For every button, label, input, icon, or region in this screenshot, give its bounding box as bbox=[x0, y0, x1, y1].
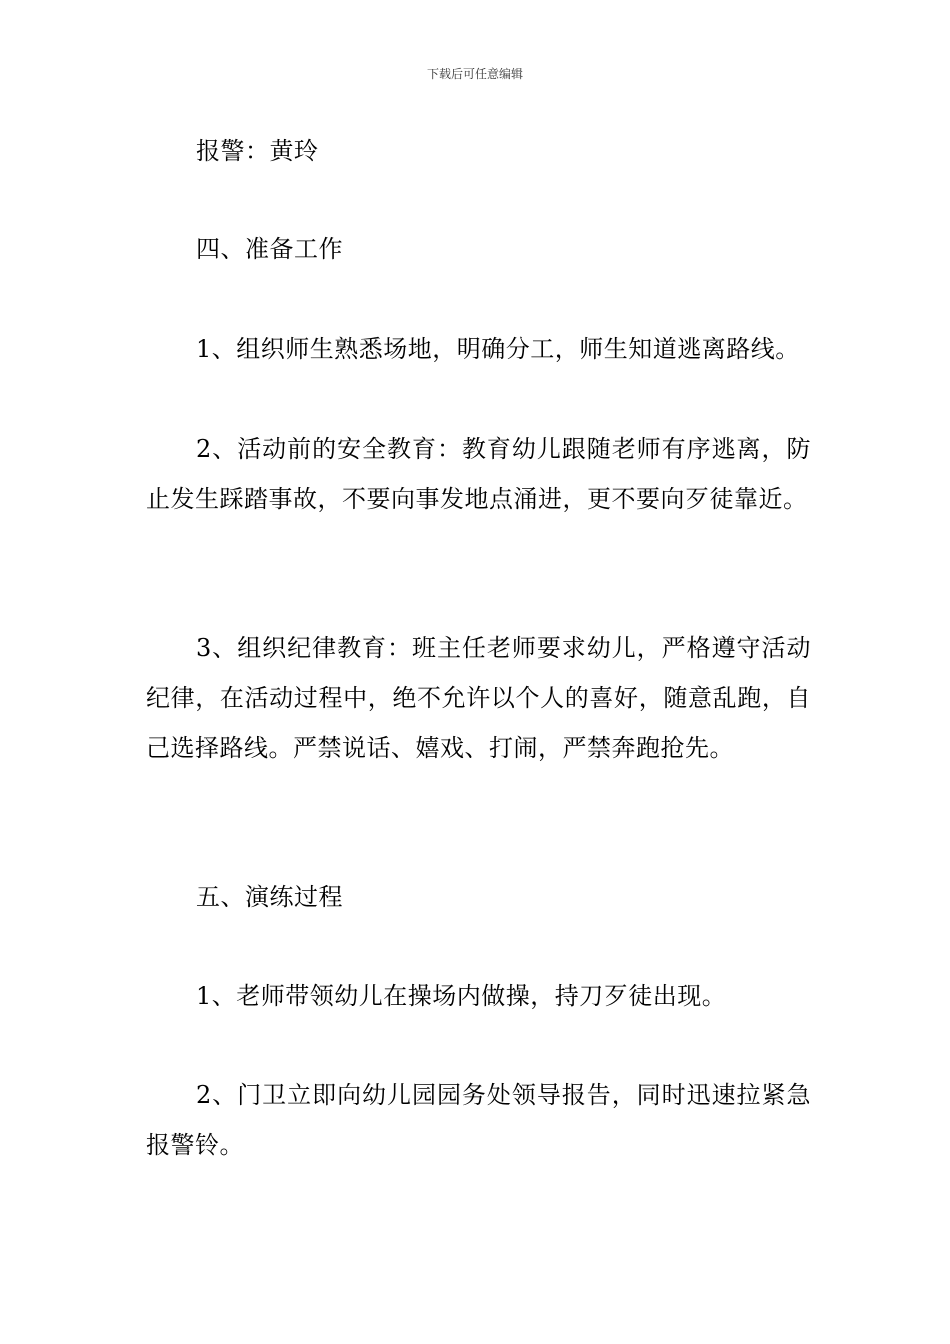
page-header: 下载后可任意编辑 bbox=[426, 67, 523, 81]
heading-preparation: 四、准备工作 bbox=[196, 235, 343, 263]
paragraph-alarm: 报警：黄玲 bbox=[196, 137, 319, 165]
heading-drill-process: 五、演练过程 bbox=[196, 883, 343, 911]
paragraph-prep-3: 3、组织纪律教育：班主任老师要求幼儿，严格遵守活动纪律，在活动过程中，绝不允许以个人的喜好，随意乱跑，自己选择路线。严禁说话、嬉戏、打闹，严禁奔跑抢先。 bbox=[146, 634, 811, 762]
paragraph-prep-2: 2、活动前的安全教育：教育幼儿跟随老师有序逃离，防止发生踩踏事故，不要向事发地点涌进，更不要向歹徒靠近。 bbox=[146, 435, 811, 513]
paragraph-drill-1: 1、老师带领幼儿在操场内做操，持刀歹徒出现。 bbox=[196, 982, 727, 1010]
paragraph-drill-2: 2、门卫立即向幼儿园园务处领导报告，同时迅速拉紧急报警铃。 bbox=[146, 1081, 811, 1159]
paragraph-prep-1: 1、组织师生熟悉场地，明确分工，师生知道逃离路线。 bbox=[196, 335, 800, 363]
